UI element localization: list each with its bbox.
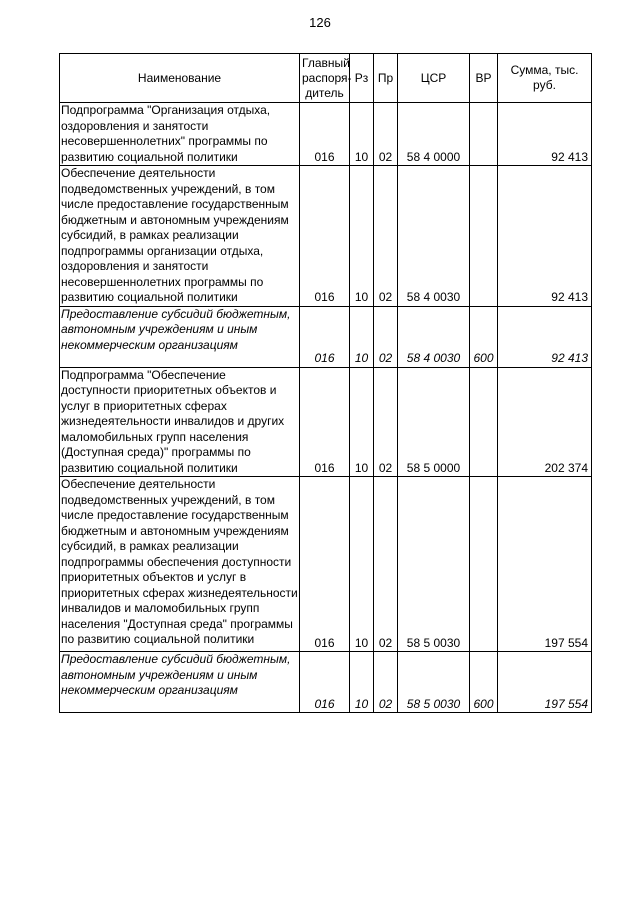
row-csr: 58 5 0000: [398, 367, 470, 477]
row-sum: 197 554: [498, 652, 592, 713]
row-name: Подпрограмма "Организация отдыха, оздоровления и занятости несовершеннолетних" программы по развитию социальной политики: [60, 103, 300, 166]
row-vr: [470, 367, 498, 477]
row-name: Обеспечение деятельности подведомственных учреждений, в том числе предоставление государственным бюджетным и автономным учреждениям субсидий, в рамках реализации подпрограммы организации отдыха, оздоровления и занятости несовершеннолетних программы по развитию социальной политики: [60, 166, 300, 307]
row-admin: 016: [300, 306, 350, 367]
row-pr: 02: [374, 103, 398, 166]
table-row: [60, 652, 592, 713]
row-admin: 016: [300, 477, 350, 652]
row-name: Предоставление субсидий бюджетным, автономным учреждениям и иным некоммерческим организациям: [60, 652, 300, 713]
row-csr: 58 5 0030: [398, 652, 470, 713]
row-admin: 016: [300, 103, 350, 166]
row-vr: [470, 103, 498, 166]
row-name: Предоставление субсидий бюджетным, автономным учреждениям и иным некоммерческим организациям: [60, 306, 300, 367]
row-csr: 58 5 0030: [398, 477, 470, 652]
row-sum: 202 374: [498, 367, 592, 477]
row-sum: 197 554: [498, 477, 592, 652]
table-row: [60, 103, 592, 166]
row-admin: 016: [300, 367, 350, 477]
row-pr: 02: [374, 306, 398, 367]
row-rz: 10: [350, 652, 374, 713]
row-csr: 58 4 0000: [398, 103, 470, 166]
col-header-sum: Сумма, тыс. руб.: [498, 54, 592, 103]
table-row: [60, 367, 592, 477]
row-sum: 92 413: [498, 166, 592, 307]
row-sum: 92 413: [498, 306, 592, 367]
row-rz: 10: [350, 306, 374, 367]
row-name: Обеспечение деятельности подведомственных учреждений, в том числе предоставление государственным бюджетным и автономным учреждениям субсидий, в рамках реализации подпрограммы обеспечения доступности приоритетных объектов и услуг в приоритетных сферах жизнедеятельности инвалидов и маломобильных групп населения "Доступная среда" программы по развитию социальной политики: [60, 477, 300, 652]
row-csr: 58 4 0030: [398, 306, 470, 367]
col-header-rz: Рз: [350, 54, 374, 103]
page-number: 126: [309, 15, 331, 30]
table-header-row: [60, 54, 592, 103]
col-header-name: Наименование: [60, 54, 300, 103]
row-vr: [470, 477, 498, 652]
table-row: [60, 477, 592, 652]
col-header-admin: Главный распоря-дитель: [300, 54, 350, 103]
table-row: [60, 166, 592, 307]
row-sum: 92 413: [498, 103, 592, 166]
row-pr: 02: [374, 477, 398, 652]
row-vr: 600: [470, 652, 498, 713]
row-csr: 58 4 0030: [398, 166, 470, 307]
row-vr: 600: [470, 306, 498, 367]
row-vr: [470, 166, 498, 307]
row-name: Подпрограмма "Обеспечение доступности приоритетных объектов и услуг в приоритетных сферах жизнедеятельности инвалидов и других маломобильных групп населения (Доступная среда)" программы по развитию социальной политики: [60, 367, 300, 477]
col-header-csr: ЦСР: [398, 54, 470, 103]
row-rz: 10: [350, 477, 374, 652]
row-pr: 02: [374, 367, 398, 477]
row-pr: 02: [374, 166, 398, 307]
row-rz: 10: [350, 367, 374, 477]
col-header-pr: Пр: [374, 54, 398, 103]
budget-table: [59, 53, 592, 713]
col-header-vr: ВР: [470, 54, 498, 103]
row-admin: 016: [300, 652, 350, 713]
table-row: [60, 306, 592, 367]
row-rz: 10: [350, 103, 374, 166]
row-pr: 02: [374, 652, 398, 713]
row-admin: 016: [300, 166, 350, 307]
row-rz: 10: [350, 166, 374, 307]
